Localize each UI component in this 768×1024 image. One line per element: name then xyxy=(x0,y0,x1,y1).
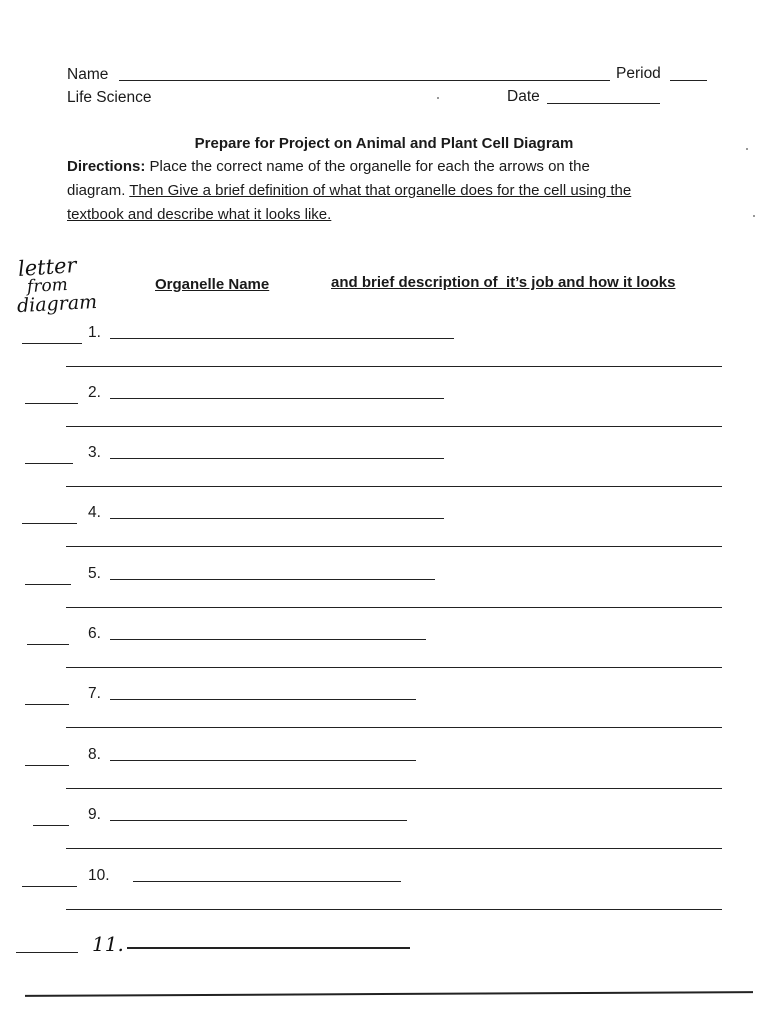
handwritten-letter: letter xyxy=(17,252,78,282)
directions-line-3: textbook and describe what it looks like. xyxy=(67,206,332,223)
letter-blank[interactable] xyxy=(25,584,71,585)
item-number: 2. xyxy=(88,384,101,401)
item-number: 7. xyxy=(88,685,101,702)
letter-blank[interactable] xyxy=(16,952,78,953)
directions-line-1 xyxy=(67,158,590,175)
letter-blank[interactable] xyxy=(33,825,69,826)
name-field[interactable] xyxy=(119,80,610,81)
organelle-name-field[interactable] xyxy=(110,760,416,761)
description-field[interactable] xyxy=(66,607,722,608)
organelle-name-field[interactable] xyxy=(110,639,426,640)
organelle-name-field[interactable] xyxy=(110,398,444,399)
letter-blank[interactable] xyxy=(27,644,69,645)
page-title: Prepare for Project on Animal and Plant Cell Diagram xyxy=(194,135,574,152)
directions-line-2 xyxy=(67,182,631,199)
scan-speck xyxy=(746,148,748,150)
item-number: 9. xyxy=(88,806,101,823)
description-header: and brief description of it’s job and how it looks xyxy=(331,274,676,291)
letter-blank[interactable] xyxy=(25,704,69,705)
letter-blank[interactable] xyxy=(25,403,78,404)
description-field[interactable] xyxy=(66,727,722,728)
letter-blank[interactable] xyxy=(22,343,82,344)
course-label: Life Science xyxy=(67,89,152,106)
item-number: 8. xyxy=(88,746,101,763)
description-field[interactable] xyxy=(66,667,722,668)
organelle-name-field[interactable] xyxy=(127,947,410,949)
description-field[interactable] xyxy=(66,546,722,547)
organelle-name-field[interactable] xyxy=(110,518,444,519)
scan-speck xyxy=(753,215,755,217)
letter-blank[interactable] xyxy=(22,523,77,524)
organelle-name-field[interactable] xyxy=(110,820,407,821)
date-field[interactable] xyxy=(547,103,660,104)
item-number: 11. xyxy=(92,932,124,956)
handwritten-diagram: diagram xyxy=(16,290,98,318)
description-field[interactable] xyxy=(66,486,722,487)
period-label: Period xyxy=(616,65,661,82)
description-field[interactable] xyxy=(66,848,722,849)
period-field[interactable] xyxy=(670,80,707,81)
description-field[interactable] xyxy=(66,366,722,367)
organelle-name-header: Organelle Name xyxy=(155,276,270,293)
item-number: 1. xyxy=(88,324,101,341)
item-number: 5. xyxy=(88,565,101,582)
organelle-name-field[interactable] xyxy=(110,338,454,339)
item-number: 10. xyxy=(88,867,110,884)
organelle-name-field[interactable] xyxy=(110,579,435,580)
name-label: Name xyxy=(67,66,109,83)
letter-blank[interactable] xyxy=(25,463,73,464)
description-field[interactable] xyxy=(66,788,722,789)
organelle-name-field[interactable] xyxy=(133,881,401,882)
organelle-name-field[interactable] xyxy=(110,458,444,459)
item-number: 6. xyxy=(88,625,101,642)
description-field[interactable] xyxy=(66,426,722,427)
directions-label: Directions: xyxy=(67,158,146,175)
scan-speck xyxy=(437,97,439,99)
letter-blank[interactable] xyxy=(22,886,77,887)
item-number: 4. xyxy=(88,504,101,521)
date-label: Date xyxy=(507,88,540,105)
item-number: 3. xyxy=(88,444,101,461)
directions-text-2a: diagram. xyxy=(67,182,126,199)
directions-text-1: Place the correct name of the organelle for each the arrows on the xyxy=(149,158,590,175)
handwritten-from: from xyxy=(26,274,69,298)
letter-blank[interactable] xyxy=(25,765,69,766)
description-field[interactable] xyxy=(66,909,722,910)
bottom-handwritten-line xyxy=(25,991,753,997)
directions-text-2b: Then Give a brief definition of what that organelle does for the cell using the xyxy=(129,182,632,199)
organelle-name-field[interactable] xyxy=(110,699,416,700)
